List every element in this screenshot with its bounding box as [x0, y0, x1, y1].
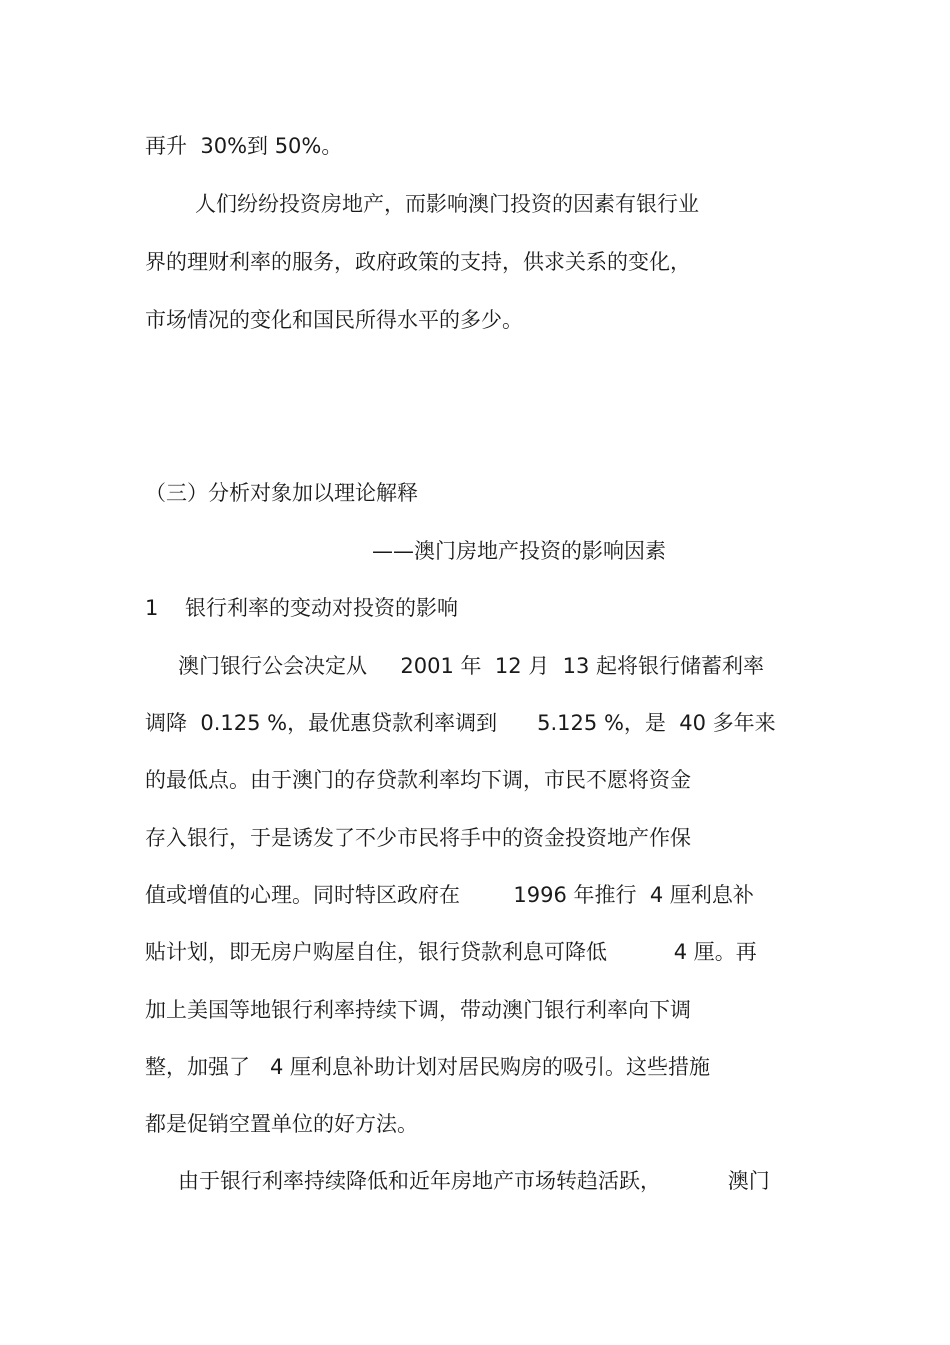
- subsection-heading: 1 银行利率的变动对投资的影响: [145, 596, 459, 620]
- text-line: 整，加强了 4 厘利息补助计划对居民购房的吸引。这些措施: [145, 1055, 711, 1079]
- text-line: 再升 30%到 50%。: [145, 134, 343, 158]
- paragraph-first-line: 由于银行利率持续降低和近年房地产市场转趋活跃， 澳门: [178, 1169, 770, 1193]
- text-line: 贴计划，即无房户购屋自住，银行贷款利息可降低 4 厘。再: [145, 940, 757, 964]
- text-line: 都是促销空置单位的好方法。: [145, 1112, 418, 1136]
- text-line: 调降 0.125 %，最优惠贷款利率调到 5.125 %，是 40 多年来: [145, 711, 776, 735]
- text-line: 值或增值的心理。同时特区政府在 1996 年推行 4 厘利息补: [145, 883, 754, 907]
- section-subtitle: ——澳门房地产投资的影响因素: [372, 539, 666, 563]
- text-line: 存入银行，于是诱发了不少市民将手中的资金投资地产作保: [145, 826, 691, 850]
- text-line: 的最低点。由于澳门的存贷款利率均下调，市民不愿将资金: [145, 768, 691, 792]
- text-line: 界的理财利率的服务，政府政策的支持，供求关系的变化，: [145, 250, 691, 274]
- text-line: 市场情况的变化和国民所得水平的多少。: [145, 308, 523, 332]
- paragraph-first-line: 澳门银行公会决定从 2001 年 12 月 13 起将银行储蓄利率: [178, 654, 764, 678]
- text-line: 加上美国等地银行利率持续下调，带动澳门银行利率向下调: [145, 998, 691, 1022]
- paragraph-first-line: 人们纷纷投资房地产，而影响澳门投资的因素有银行业: [195, 192, 699, 216]
- section-heading: （三）分析对象加以理论解释: [145, 481, 418, 505]
